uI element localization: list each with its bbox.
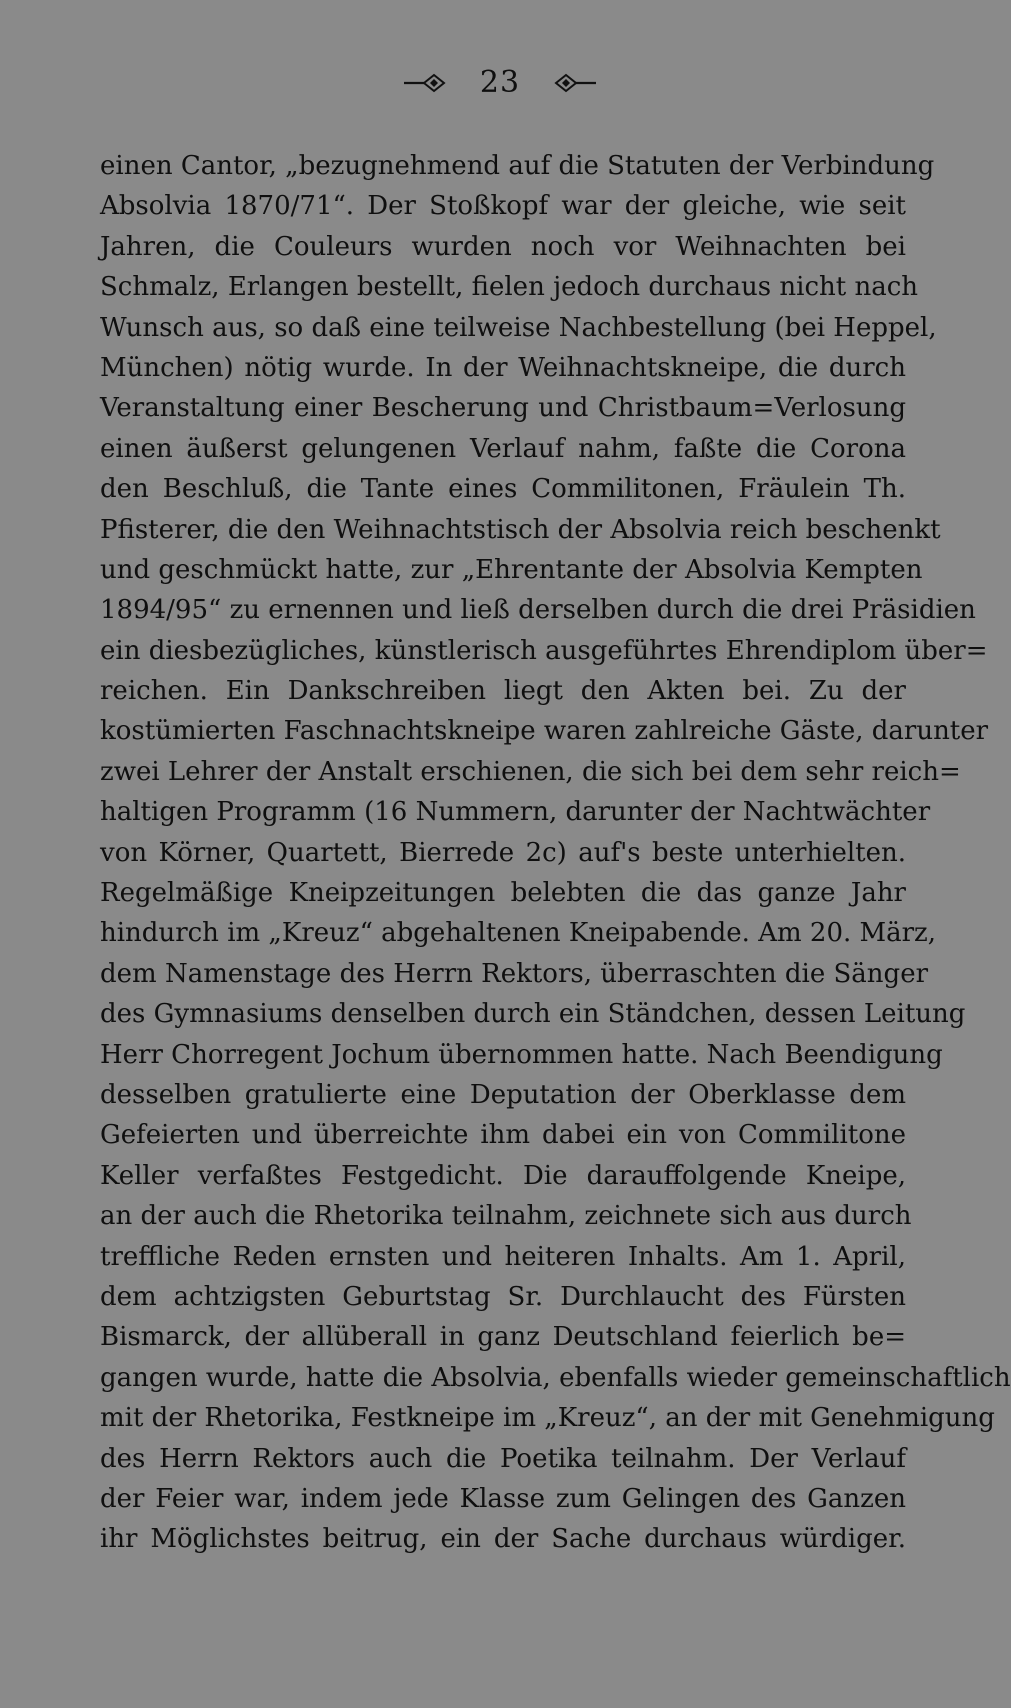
text-line: gangen wurde, hatte die Absolvia, ebenfalls wieder gemeinschaftlich [100,1362,1011,1393]
body-text [100,146,1011,1560]
text-line: mit der Rhetorika, Festkneipe im „Kreuz“, an der mit Genehmigung [100,1403,995,1434]
text-line: Regelmäßige Kneipzeitungen belebten die das ganze Jahr [100,878,906,909]
text-line: Schmalz, Erlangen bestellt, fielen jedoch durchaus nicht nach [100,272,919,303]
text-line: der Feier war, indem jede Klasse zum Gelingen des Ganzen [100,1483,906,1514]
text-line: zwei Lehrer der Anstalt erschienen, die sich bei dem sehr reich= [100,756,961,787]
text-line: einen Cantor, „bezugnehmend auf die Statuten der Verbindung [100,151,935,181]
right-ornament-icon [538,69,598,95]
text-line: kostümierten Faschnachtskneipe waren zahlreiche Gäste, darunter [100,716,989,747]
text-line: dem Namenstage des Herrn Rektors, überraschten die Sänger [100,958,929,989]
text-line: ihr Möglichstes beitrug, ein der Sache durchaus würdiger. [100,1524,906,1555]
text-line: des Herrn Rektors auch die Poetika teilnahm. Der Verlauf [100,1443,906,1474]
text-line: und geschmückt hatte, zur „Ehrentante der Absolvia Kempten [100,554,923,585]
text-line: Bismarck, der allüberall in ganz Deutschland feierlich be= [100,1322,906,1353]
text-line: Gefeierten und überreichte ihm dabei ein von Commilitone [100,1120,906,1151]
text-line: von Körner, Quartett, Bierrede 2c) auf's beste unterhielten. [100,837,906,868]
text-line: reichen. Ein Dankschreiben liegt den Akten bei. Zu der [100,676,906,707]
text-line: München) nötig wurde. In der Weihnachtskneipe, die durch [100,352,906,383]
text-line: den Beschluß, die Tante eines Commilitonen, Fräulein Th. [100,474,906,505]
text-line: Jahren, die Couleurs wurden noch vor Weihnachten bei [100,231,906,262]
page-number: 23 [479,64,521,100]
text-line: an der auch die Rhetorika teilnahm, zeichnete sich aus durch [100,1201,912,1232]
text-line: 1894/95“ zu ernennen und ließ derselben durch die drei Präsidien [100,595,976,626]
text-line: desselben gratulierte eine Deputation der Oberklasse dem [100,1079,906,1110]
text-line: Veranstaltung einer Bescherung und Christbaum=Verlosung [100,393,906,424]
text-line: Herr Chorregent Jochum übernommen hatte. Nach Beendigung [100,1039,943,1070]
left-ornament-icon [402,69,462,95]
text-line: dem achtzigsten Geburtstag Sr. Durchlaucht des Fürsten [100,1281,906,1312]
text-line: Keller verfaßtes Festgedicht. Die darauffolgende Kneipe, [100,1160,906,1191]
text-line: treffliche Reden ernsten und heiteren Inhalts. Am 1. April, [100,1241,906,1272]
text-line: hindurch im „Kreuz“ abgehaltenen Kneipabende. Am 20. März, [100,918,937,949]
page-header [0,58,1000,106]
text-line: einen äußerst gelungenen Verlauf nahm, faßte die Corona [100,433,906,464]
text-line: haltigen Programm (16 Nummern, darunter der Nachtwächter [100,797,931,828]
text-line: Pfisterer, die den Weihnachtstisch der Absolvia reich beschenkt [100,514,941,545]
text-line: Absolvia 1870/71“. Der Stoßkopf war der gleiche, wie seit [100,191,906,222]
text-line: Wunsch aus, so daß eine teilweise Nachbestellung (bei Heppel, [100,312,937,343]
text-line: ein diesbezügliches, künstlerisch ausgeführtes Ehrendiplom über= [100,635,988,666]
text-line: des Gymnasiums denselben durch ein Ständchen, dessen Leitung [100,999,966,1030]
